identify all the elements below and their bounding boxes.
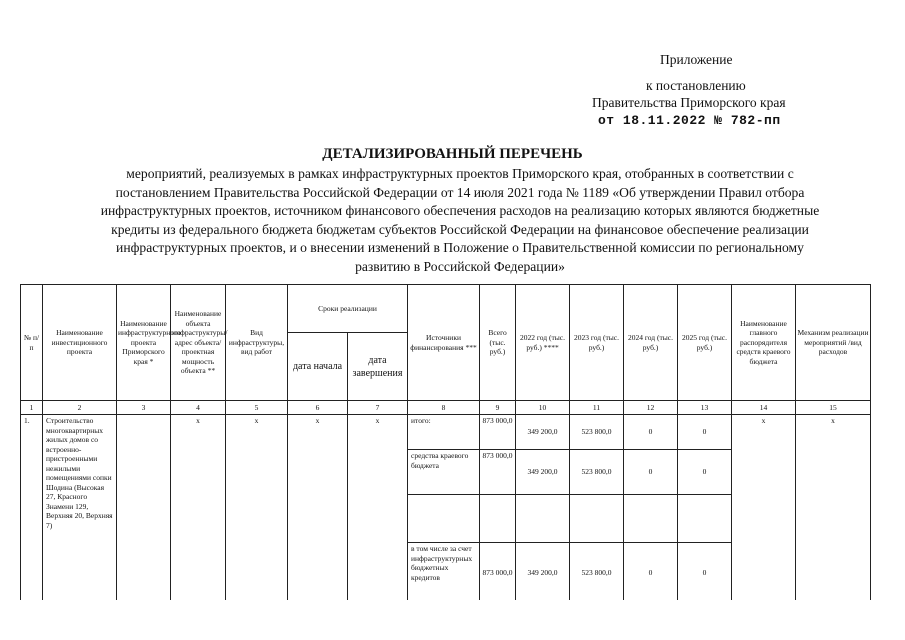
- y2023-cell: [570, 495, 624, 543]
- appendix-label: Приложение: [660, 52, 733, 67]
- header-2025: 2025 год (тыс. руб.): [678, 285, 732, 401]
- subtitle-line: развитию в Российской Федерации»: [355, 258, 565, 274]
- infra-type-cell: x: [226, 415, 288, 603]
- col-number: 5: [226, 401, 288, 415]
- header-start-date: дата начала: [288, 333, 348, 401]
- start-date-cell: x: [288, 415, 348, 603]
- col-number: 15: [796, 401, 871, 415]
- document-subtitle: [40, 165, 880, 276]
- col-number: 14: [732, 401, 796, 415]
- appendix-stamp: от 18.11.2022 № 782-пп: [598, 113, 781, 128]
- y2024-cell: 0: [624, 450, 678, 495]
- y2023-cell: 523 800,0: [570, 450, 624, 495]
- mechanism-cell: x: [796, 415, 871, 603]
- subtitle-line: мероприятий, реализуемых в рамках инфраструктурных проектов Приморского края, отобранных в соответствии с: [126, 166, 794, 181]
- header-sources: Источники финансирования ***: [408, 285, 480, 401]
- row-number: 1.: [21, 415, 43, 603]
- end-date-cell: x: [348, 415, 408, 603]
- col-number: 4: [171, 401, 226, 415]
- distributor-cell: x: [732, 415, 796, 603]
- subtitle-line: постановлением Правительства Российской Федерации от 14 июля 2021 года № 1189 «Об утверждении Правил отбора: [115, 184, 805, 200]
- appendix-decree: к постановлению: [646, 78, 746, 93]
- total-cell: 873 000,0: [480, 543, 516, 603]
- y2024-cell: [624, 495, 678, 543]
- header-2022: 2022 год (тыс. руб.) ****: [516, 285, 570, 401]
- header-num: № п/п: [21, 285, 43, 401]
- header-2023: 2023 год (тыс. руб.): [570, 285, 624, 401]
- header-2024: 2024 год (тыс. руб.): [624, 285, 678, 401]
- header-mechanism: Механизм реализации мероприятий /вид расходов: [796, 285, 871, 401]
- y2024-cell: 0: [624, 415, 678, 450]
- source-cell: [408, 495, 480, 543]
- y2023-cell: 523 800,0: [570, 543, 624, 603]
- y2025-cell: 0: [678, 543, 732, 603]
- col-number: 13: [678, 401, 732, 415]
- col-number: 8: [408, 401, 480, 415]
- y2025-cell: [678, 495, 732, 543]
- appendix-government: Правительства Приморского края: [592, 95, 786, 110]
- col-number: 3: [117, 401, 171, 415]
- y2025-cell: 0: [678, 450, 732, 495]
- header-object: Наименование объекта инфраструктуры/ адрес объекта/ проектная мощность объекта **: [171, 285, 226, 401]
- total-cell: 873 000,0: [480, 415, 516, 450]
- subtitle-line: инфраструктурных проектов, и о внесении изменений в Положение о Правительственной комиссии по региональному: [116, 240, 804, 255]
- y2025-cell: 0: [678, 415, 732, 450]
- y2022-cell: 349 200,0: [516, 543, 570, 603]
- total-cell: [480, 495, 516, 543]
- col-number: 11: [570, 401, 624, 415]
- y2022-cell: 349 200,0: [516, 450, 570, 495]
- header-infra-type: Вид инфраструктуры, вид работ: [226, 285, 288, 401]
- col-number: 6: [288, 401, 348, 415]
- col-number: 10: [516, 401, 570, 415]
- header-end-date: дата завершения: [348, 333, 408, 401]
- project-name: Строительство многоквартирных жилых домов со встроенно-пристроенными нежилыми помещениями сопки Шодина (Высокая 27, Красного Знамени 129, Верхняя 20, Верхняя 7): [43, 415, 117, 603]
- y2023-cell: 523 800,0: [570, 415, 624, 450]
- subtitle-line: кредиты из федерального бюджета бюджетам субъектов Российской Федерации на финансовое обеспечение реализации: [111, 221, 809, 237]
- header-project: Наименование инвестиционного проекта: [43, 285, 117, 401]
- col-number: 12: [624, 401, 678, 415]
- y2022-cell: 349 200,0: [516, 415, 570, 450]
- source-cell: в том числе за счет инфраструктурных бюджетных кредитов: [408, 543, 480, 603]
- subtitle-line: инфраструктурных проектов, источником финансового обеспечения расходов на реализацию которых являются бюджетные: [100, 203, 820, 218]
- column-numbers-row: [21, 401, 871, 415]
- page-bottom-margin: [0, 600, 905, 640]
- header-total: Всего (тыс. руб.): [480, 285, 516, 401]
- col-number: 9: [480, 401, 516, 415]
- y2024-cell: 0: [624, 543, 678, 603]
- infra-project-cell: [117, 415, 171, 603]
- document-title: ДЕТАЛИЗИРОВАННЫЙ ПЕРЕЧЕНЬ: [322, 146, 583, 162]
- col-number: 2: [43, 401, 117, 415]
- object-cell: x: [171, 415, 226, 603]
- source-cell: итого:: [408, 415, 480, 450]
- header-terms: Сроки реализации: [288, 285, 408, 333]
- header-infra-project: Наименование инфраструктурного проекта Приморского края *: [117, 285, 171, 401]
- source-cell: средства краевого бюджета: [408, 450, 480, 495]
- header-distributor: Наименование главного распорядителя средств краевого бюджета: [732, 285, 796, 401]
- y2022-cell: [516, 495, 570, 543]
- projects-table: [20, 284, 871, 603]
- table-row: [21, 415, 871, 450]
- col-number: 1: [21, 401, 43, 415]
- col-number: 7: [348, 401, 408, 415]
- header-row: [21, 285, 871, 333]
- total-cell: 873 000,0: [480, 450, 516, 495]
